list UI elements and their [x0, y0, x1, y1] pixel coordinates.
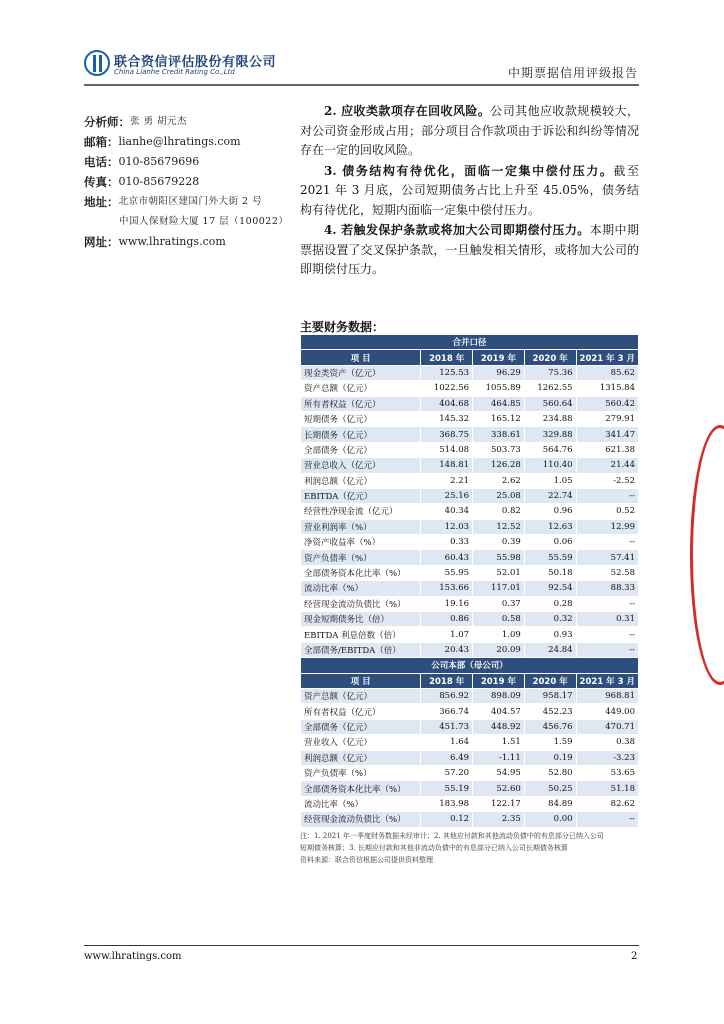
- cell-value: 24.84: [524, 642, 576, 657]
- cell-value: 85.62: [576, 365, 638, 380]
- row-label: EBITDA 利息倍数（倍）: [301, 627, 421, 642]
- table-row: [301, 781, 639, 796]
- company-name-cn: 联合资信评估股份有限公司: [114, 55, 277, 70]
- cell-value: 0.00: [524, 812, 576, 827]
- table-row: [301, 473, 639, 488]
- cell-value: 2.21: [421, 473, 473, 488]
- row-label: 资产总额（亿元）: [301, 688, 421, 703]
- table-row: [301, 627, 639, 642]
- cell-value: 183.98: [421, 796, 473, 811]
- fax-label: 传真：: [84, 175, 119, 189]
- cell-value: 6.49: [421, 750, 473, 765]
- cell-value: 452.23: [524, 704, 576, 719]
- logo-mark: [93, 55, 96, 72]
- table-row: [301, 519, 639, 534]
- row-label: 经营性净现金流（亿元）: [301, 504, 421, 519]
- phone-label: 电话：: [84, 155, 119, 169]
- cell-value: 368.75: [421, 427, 473, 442]
- cell-value: 234.88: [524, 411, 576, 426]
- cell-value: 279.91: [576, 411, 638, 426]
- cell-value: --: [576, 627, 638, 642]
- cell-value: 1022.56: [421, 381, 473, 396]
- cell-value: 22.74: [524, 488, 576, 503]
- cell-value: 0.28: [524, 596, 576, 611]
- phone-value: 010-85679696: [118, 155, 200, 168]
- company-logo: [84, 50, 110, 76]
- cell-value: 52.80: [524, 765, 576, 780]
- table-row: [301, 442, 639, 457]
- cell-value: 82.62: [576, 796, 638, 811]
- risk-text: 本期中期票据设置了交叉保护条款，一旦触发相关情形，或将加大公司的即期偿付压力。: [300, 223, 639, 276]
- table-row: [301, 458, 639, 473]
- cell-value: 1.51: [473, 735, 525, 750]
- row-label: 所有者权益（亿元）: [301, 704, 421, 719]
- cell-value: 1055.89: [473, 381, 525, 396]
- note-source: 资料来源：联合资信根据公司提供资料整理: [300, 856, 433, 864]
- cell-value: 57.20: [421, 765, 473, 780]
- risk-heading: 3. 债务结构有待优化，面临一定集中偿付压力。: [324, 163, 614, 178]
- cell-value: 117.01: [473, 581, 525, 596]
- cell-value: --: [576, 488, 638, 503]
- cell-value: 55.19: [421, 781, 473, 796]
- cell-value: 12.63: [524, 519, 576, 534]
- cell-value: -2.52: [576, 473, 638, 488]
- cell-value: 12.03: [421, 519, 473, 534]
- column-header: 项 目: [301, 673, 421, 688]
- cell-value: 456.76: [524, 719, 576, 734]
- cell-value: 53.65: [576, 765, 638, 780]
- cell-value: 464.85: [473, 396, 525, 411]
- cell-value: 52.60: [473, 781, 525, 796]
- table-row: [301, 719, 639, 734]
- cell-value: 1315.84: [576, 381, 638, 396]
- cell-value: 329.88: [524, 427, 576, 442]
- table-row: [301, 796, 639, 811]
- table-row: [301, 812, 639, 827]
- table-row: [301, 750, 639, 765]
- row-label: 利润总额（亿元）: [301, 750, 421, 765]
- cell-value: 0.93: [524, 627, 576, 642]
- fax-value: 010-85679228: [118, 175, 200, 188]
- cell-value: 0.37: [473, 596, 525, 611]
- note-line: 注：1. 2021 年一季度财务数据未经审计；2. 其他应付款和其他流动负债中的有息部分已纳入公司: [300, 832, 604, 840]
- cell-value: 404.57: [473, 704, 525, 719]
- cell-value: 0.32: [524, 612, 576, 627]
- cell-value: 50.18: [524, 565, 576, 580]
- cell-value: 50.25: [524, 781, 576, 796]
- table-row: [301, 596, 639, 611]
- document-title: 中期票据信用评级报告: [507, 66, 638, 80]
- cell-value: 145.32: [421, 411, 473, 426]
- column-header: 2019 年: [473, 350, 525, 365]
- cell-value: --: [576, 812, 638, 827]
- cell-value: 0.31: [576, 612, 638, 627]
- cell-value: 0.19: [524, 750, 576, 765]
- cell-value: 148.81: [421, 458, 473, 473]
- row-label: 全部债务（亿元）: [301, 719, 421, 734]
- column-header: 项 目: [301, 350, 421, 365]
- cell-value: 0.39: [473, 535, 525, 550]
- row-label: 流动比率（%）: [301, 796, 421, 811]
- table-row: [301, 581, 639, 596]
- cell-value: 126.28: [473, 458, 525, 473]
- row-label: 净资产收益率（%）: [301, 535, 421, 550]
- cell-value: 0.33: [421, 535, 473, 550]
- cell-value: 366.74: [421, 704, 473, 719]
- cell-value: 25.08: [473, 488, 525, 503]
- cell-value: 968.81: [576, 688, 638, 703]
- row-label: 全部债务资本化比率（%）: [301, 781, 421, 796]
- cell-value: 12.52: [473, 519, 525, 534]
- risk-text: 截至 2021 年 3 月底，公司短期债务占比上升至 45.05%，债务结构有待优化，短期内面临一定集中偿付压力。: [300, 163, 639, 217]
- cell-value: 153.66: [421, 581, 473, 596]
- cell-value: 2.62: [473, 473, 525, 488]
- table-row: [301, 381, 639, 396]
- contact-block: [84, 112, 288, 252]
- cell-value: 0.58: [473, 612, 525, 627]
- cell-value: 75.36: [524, 365, 576, 380]
- cell-value: 51.18: [576, 781, 638, 796]
- cell-value: 88.33: [576, 581, 638, 596]
- table-row: [301, 565, 639, 580]
- table-row: [301, 427, 639, 442]
- cell-value: 92.54: [524, 581, 576, 596]
- cell-value: 338.61: [473, 427, 525, 442]
- risk-text: 公司其他应收款规模较大，对公司资金形成占用；部分项目合作款项由于诉讼和纠纷等情况存在一定的回收风险。: [300, 104, 639, 157]
- header-divider: [84, 84, 639, 86]
- cell-value: 52.01: [473, 565, 525, 580]
- cell-value: 165.12: [473, 411, 525, 426]
- address-line-2: 中国人保财险大厦 17 层（100022）: [119, 216, 289, 227]
- cell-value: 0.82: [473, 504, 525, 519]
- cell-value: 1262.55: [524, 381, 576, 396]
- analysts-value: 张 勇 胡元杰: [130, 116, 188, 127]
- cell-value: 25.16: [421, 488, 473, 503]
- note-line: 短期债务核算；3. 长期应付款和其他非流动负债中的有息部分已纳入公司长期债务核算: [300, 844, 568, 852]
- cell-value: 449.00: [576, 704, 638, 719]
- risk-heading: 4. 若触发保护条款或将加大公司即期偿付压力。: [324, 223, 590, 237]
- cell-value: 21.44: [576, 458, 638, 473]
- column-header: 2020 年: [524, 350, 576, 365]
- cell-value: 448.92: [473, 719, 525, 734]
- cell-value: 1.59: [524, 735, 576, 750]
- address-label: 地址：: [84, 195, 119, 209]
- row-label: 经营现金流动负债比（%）: [301, 812, 421, 827]
- table-column-header-row: [301, 673, 639, 688]
- row-label: 长期债务（亿元）: [301, 427, 421, 442]
- cell-value: 20.09: [473, 642, 525, 657]
- table-row: [301, 688, 639, 703]
- cell-value: 0.38: [576, 735, 638, 750]
- table-row: [301, 765, 639, 780]
- cell-value: 560.42: [576, 396, 638, 411]
- risk-paragraph: [300, 221, 639, 280]
- table-row: [301, 411, 639, 426]
- row-label: 全部债务资本化比率（%）: [301, 565, 421, 580]
- row-label: 所有者权益（亿元）: [301, 396, 421, 411]
- cell-value: 1.09: [473, 627, 525, 642]
- cell-value: 57.41: [576, 550, 638, 565]
- cell-value: 84.89: [524, 796, 576, 811]
- address-line-1: 北京市朝阳区建国门外大街 2 号: [118, 196, 263, 207]
- table-row: [301, 535, 639, 550]
- cell-value: 122.17: [473, 796, 525, 811]
- section-title: 公司本部（母公司）: [301, 658, 639, 673]
- cell-value: 0.86: [421, 612, 473, 627]
- web-label: 网址：: [84, 235, 119, 249]
- row-label: 流动比率（%）: [301, 581, 421, 596]
- row-label: 短期债务（亿元）: [301, 411, 421, 426]
- cell-value: 0.96: [524, 504, 576, 519]
- table-row: [301, 396, 639, 411]
- cell-value: 2.35: [473, 812, 525, 827]
- cell-value: 12.99: [576, 519, 638, 534]
- cell-value: 110.40: [524, 458, 576, 473]
- cell-value: 0.52: [576, 504, 638, 519]
- table-row: [301, 642, 639, 657]
- risk-paragraphs: [300, 102, 639, 281]
- table-notes: [300, 830, 645, 866]
- table-row: [301, 612, 639, 627]
- cell-value: 1.05: [524, 473, 576, 488]
- row-label: 经营现金流动负债比（%）: [301, 596, 421, 611]
- cell-value: 514.08: [421, 442, 473, 457]
- web-value[interactable]: www.lhratings.com: [118, 235, 226, 248]
- row-label: 营业收入（亿元）: [301, 735, 421, 750]
- cell-value: 1.07: [421, 627, 473, 642]
- cell-value: 55.98: [473, 550, 525, 565]
- cell-value: 52.58: [576, 565, 638, 580]
- analysts-label: 分析师：: [84, 115, 130, 129]
- row-label: 现金类资产（亿元）: [301, 365, 421, 380]
- table-row: [301, 735, 639, 750]
- column-header: 2021 年 3 月: [576, 673, 638, 688]
- cell-value: 404.68: [421, 396, 473, 411]
- cell-value: --: [576, 642, 638, 657]
- company-name-en: China Lianhe Credit Rating Co.,Ltd: [114, 68, 235, 76]
- table-row: [301, 488, 639, 503]
- cell-value: 40.34: [421, 504, 473, 519]
- column-header: 2018 年: [421, 673, 473, 688]
- cell-value: 60.43: [421, 550, 473, 565]
- cell-value: 20.43: [421, 642, 473, 657]
- risk-heading: 2. 应收类款项存在回收风险。: [324, 104, 491, 118]
- row-label: 全部债务/EBITDA（倍）: [301, 642, 421, 657]
- cell-value: --: [576, 535, 638, 550]
- cell-value: 0.12: [421, 812, 473, 827]
- cell-value: 341.47: [576, 427, 638, 442]
- cell-value: 451.73: [421, 719, 473, 734]
- cell-value: 125.53: [421, 365, 473, 380]
- table-row: [301, 704, 639, 719]
- footer-url[interactable]: www.lhratings.com: [84, 951, 182, 962]
- cell-value: -3.23: [576, 750, 638, 765]
- financial-data-table: [300, 334, 639, 828]
- risk-paragraph: [300, 102, 639, 161]
- column-header: 2020 年: [524, 673, 576, 688]
- column-header: 2019 年: [473, 673, 525, 688]
- cell-value: 856.92: [421, 688, 473, 703]
- cell-value: 470.71: [576, 719, 638, 734]
- row-label: 资产负债率（%）: [301, 550, 421, 565]
- table-row: [301, 550, 639, 565]
- table-row: [301, 365, 639, 380]
- cell-value: 503.73: [473, 442, 525, 457]
- cell-value: 55.95: [421, 565, 473, 580]
- logo-mark: [99, 55, 102, 72]
- table-column-header-row: [301, 350, 639, 365]
- cell-value: 54.95: [473, 765, 525, 780]
- cell-value: 0.06: [524, 535, 576, 550]
- page-number: 2: [631, 951, 638, 962]
- row-label: 全部债务（亿元）: [301, 442, 421, 457]
- row-label: EBITDA（亿元）: [301, 488, 421, 503]
- cell-value: 19.16: [421, 596, 473, 611]
- section-title: 合并口径: [301, 335, 639, 350]
- cell-value: 898.09: [473, 688, 525, 703]
- row-label: 现金短期债务比（倍）: [301, 612, 421, 627]
- cell-value: 564.76: [524, 442, 576, 457]
- cell-value: --: [576, 596, 638, 611]
- company-seal-stamp: [690, 425, 724, 685]
- cell-value: 958.17: [524, 688, 576, 703]
- table-section-header: [301, 658, 639, 673]
- table-title: 主要财务数据：: [300, 320, 385, 334]
- row-label: 营业总收入（亿元）: [301, 458, 421, 473]
- cell-value: 55.59: [524, 550, 576, 565]
- cell-value: 560.64: [524, 396, 576, 411]
- email-label: 邮箱：: [84, 135, 119, 149]
- footer-divider: [84, 945, 639, 946]
- column-header: 2018 年: [421, 350, 473, 365]
- column-header: 2021 年 3 月: [576, 350, 638, 365]
- row-label: 资产负债率（%）: [301, 765, 421, 780]
- row-label: 营业利润率（%）: [301, 519, 421, 534]
- cell-value: 96.29: [473, 365, 525, 380]
- email-value[interactable]: lianhe@lhratings.com: [118, 135, 241, 148]
- row-label: 资产总额（亿元）: [301, 381, 421, 396]
- cell-value: 621.38: [576, 442, 638, 457]
- risk-paragraph: [300, 162, 639, 221]
- cell-value: -1.11: [473, 750, 525, 765]
- cell-value: 1.64: [421, 735, 473, 750]
- table-section-header: [301, 335, 639, 350]
- table-row: [301, 504, 639, 519]
- row-label: 利润总额（亿元）: [301, 473, 421, 488]
